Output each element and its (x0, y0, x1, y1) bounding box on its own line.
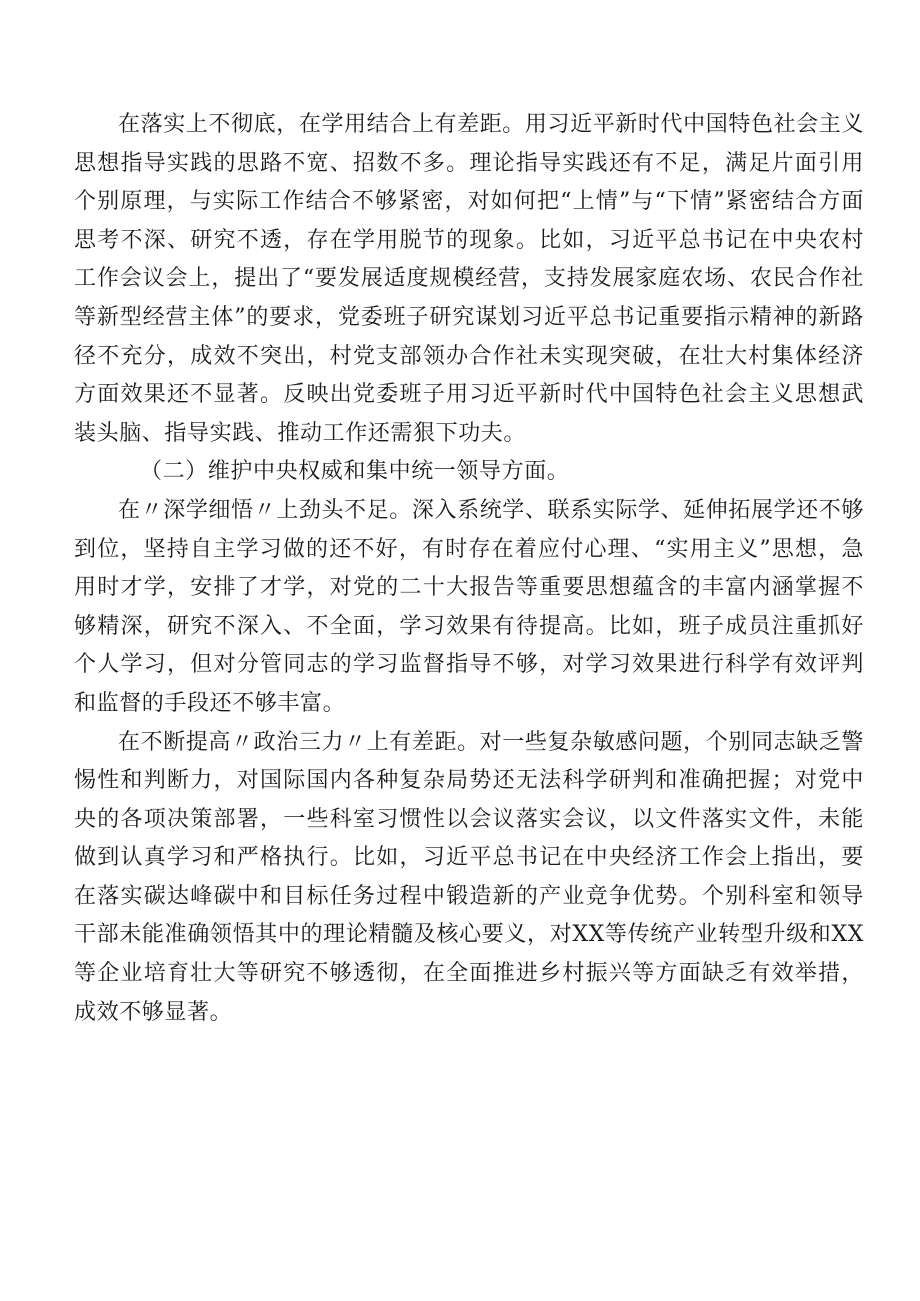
section-heading-central-authority: （二）维护中央权威和集中统一领导方面。 (140, 459, 570, 485)
paragraph-political-abilities: 在不断提高〃政治三力〃上有差距。对一些复杂敏感问题，个别同志缺乏警惕性和判断力，对国际国内各种复杂局势还无法科学研判和准确把握；对党中央的各项决策部署，一些科室习惯性以会议落实会议，以文件落实文件，未能做到认真学习和严格执行。比如，习近平总书记在中央经济工作会上指出，要在落实碳达峰碳中和目标任务过程中锻造新的产业竞争优势。个别科室和领导干部未能准确领悟其中的理论精髓及核心要义，对XX等传统产业转型升级和XX等企业培育壮大等研究不够透彻，在全面推进乡村振兴等方面缺乏有效举措，成效不够显著。 (74, 729, 864, 1025)
document-body (74, 106, 864, 1032)
paragraph-deep-study: 在〃深学细悟〃上劲头不足。深入系统学、联系实际学、延伸拓展学还不够到位，坚持自主学习做的还不好，有时存在着应付心理、“实用主义”思想，急用时才学，安排了才学，对党的二十大报告等重要思想蕴含的丰富内涵掌握不够精深，研究不深入、不全面，学习效果有待提高。比如，班子成员注重抓好个人学习，但对分管同志的学习监督指导不够，对学习效果进行科学有效评判和监督的手段还不够丰富。 (74, 497, 864, 716)
paragraph-theory-practice: 在落实上不彻底，在学用结合上有差距。用习近平新时代中国特色社会主义思想指导实践的思路不宽、招数不多。理论指导实践还有不足，满足片面引用个别原理，与实际工作结合不够紧密，对如何把“上情”与“下情”紧密结合方面思考不深、研究不透，存在学用脱节的现象。比如，习近平总书记在中央农村工作会议会上，提出了“要发展适度规模经营，支持发展家庭农场、农民合作社等新型经营主体”的要求，党委班子研究谋划习近平总书记重要指示精神的新路径不充分，成效不突出，村党支部领办合作社未实现突破，在壮大村集体经济方面效果还不显著。反映出党委班子用习近平新时代中国特色社会主义思想武装头脑、指导实践、推动工作还需狠下功夫。 (74, 112, 864, 446)
